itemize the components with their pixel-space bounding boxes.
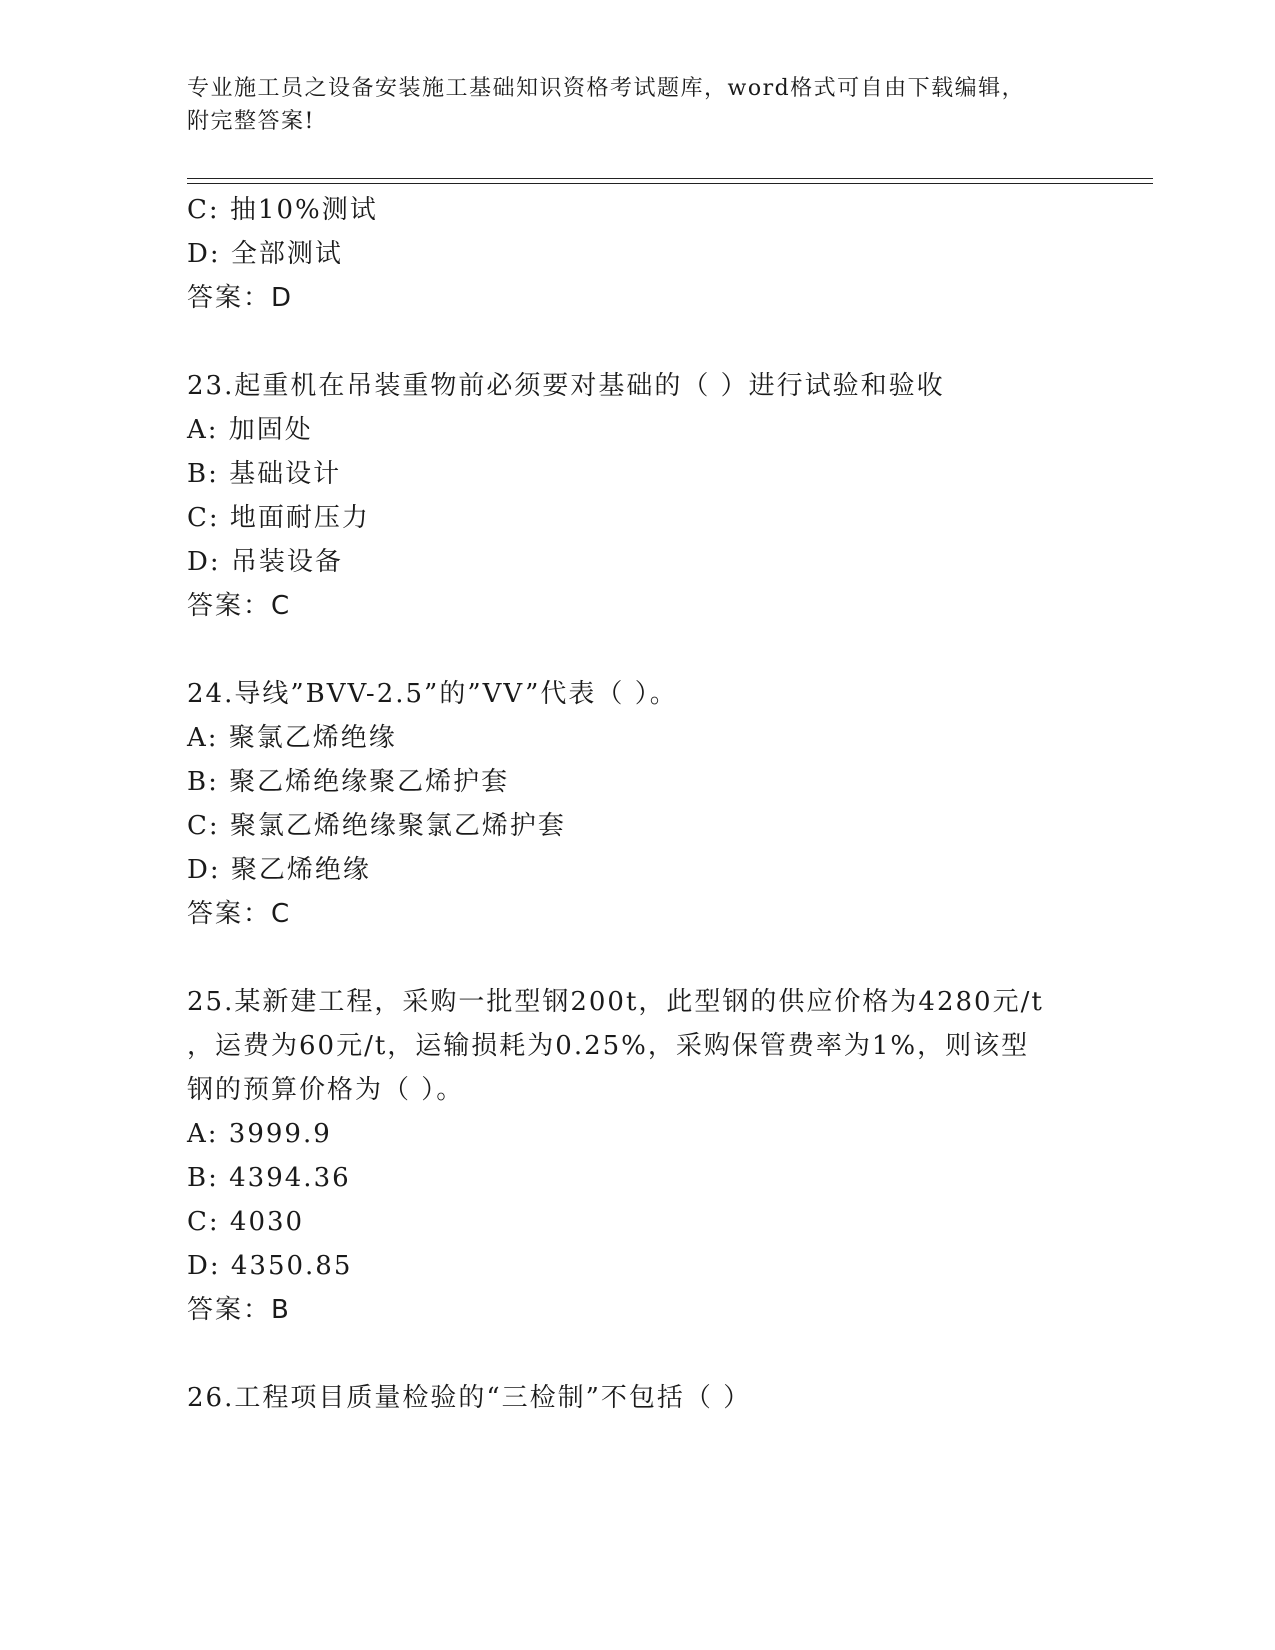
- q24-option-b: B: 聚乙烯绝缘聚乙烯护套: [187, 767, 510, 797]
- prev-answer: 答案：D: [187, 283, 294, 313]
- q25-option-c: C: 4030: [187, 1207, 305, 1237]
- q24-option-c: C: 聚氯乙烯绝缘聚氯乙烯护套: [187, 811, 566, 841]
- q24-option-a: A: 聚氯乙烯绝缘: [187, 723, 397, 753]
- q23-option-c: C: 地面耐压力: [187, 503, 370, 533]
- q25-option-a: A: 3999.9: [187, 1119, 332, 1149]
- q26-stem: 26.工程项目质量检验的“三检制”不包括（ ）: [187, 1383, 752, 1413]
- q25-stem-line-3: 钢的预算价格为（ ）。: [187, 1075, 465, 1105]
- q23-stem: 23.起重机在吊装重物前必须要对基础的（ ）进行试验和验收: [187, 371, 945, 401]
- q23-option-b: B: 基础设计: [187, 459, 342, 489]
- q24-option-d: D: 聚乙烯绝缘: [187, 855, 371, 885]
- q25-option-b: B: 4394.36: [187, 1163, 351, 1193]
- q23-option-d: D: 吊装设备: [187, 547, 343, 577]
- q24-answer: 答案：C: [187, 899, 292, 929]
- header-line-2: 附完整答案!: [187, 109, 315, 134]
- prev-option-d: D: 全部测试: [187, 239, 343, 269]
- q23-option-a: A: 加固处: [187, 415, 313, 445]
- prev-option-c: C: 抽10%测试: [187, 195, 378, 225]
- document-header: [187, 72, 1087, 138]
- q25-option-d: D: 4350.85: [187, 1251, 353, 1281]
- header-line-1: 专业施工员之设备安装施工基础知识资格考试题库，word格式可自由下载编辑，: [187, 76, 1026, 101]
- header-divider-top: [187, 178, 1153, 179]
- q23-answer: 答案：C: [187, 591, 292, 621]
- q24-stem: 24.导线”BVV-2.5”的”VV”代表（ ）。: [187, 679, 678, 709]
- header-divider-bottom: [187, 183, 1153, 184]
- q25-stem-line-2: ，运费为60元/t，运输损耗为0.25%，采购保管费率为1%，则该型: [187, 1031, 1030, 1061]
- q25-answer: 答案：B: [187, 1295, 291, 1325]
- q25-stem-line-1: 25.某新建工程，采购一批型钢200t，此型钢的供应价格为4280元/t: [187, 987, 1044, 1017]
